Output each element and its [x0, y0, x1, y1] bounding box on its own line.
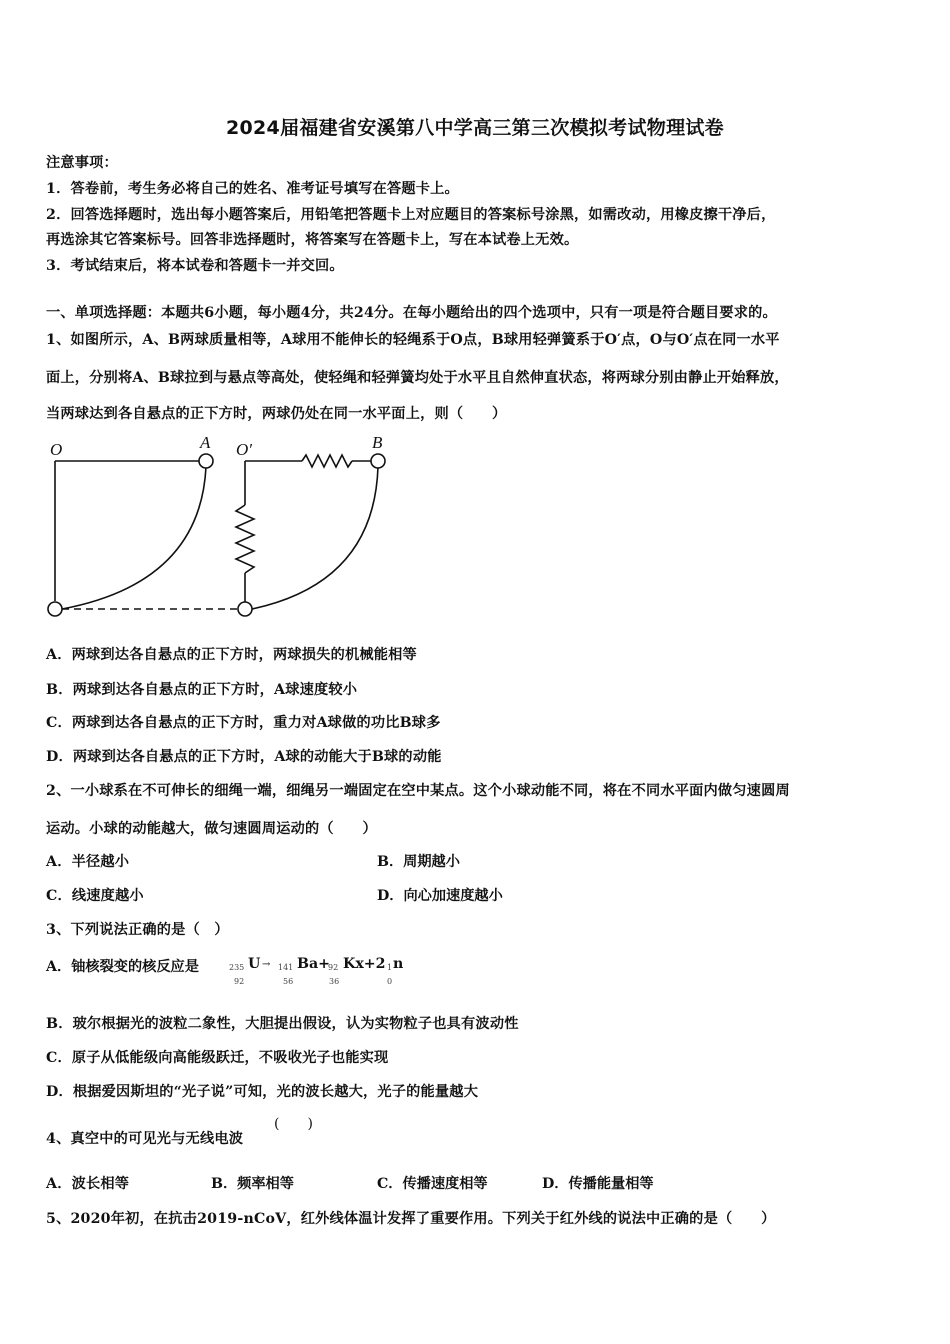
q4-answer-paren: ( ): [274, 1116, 313, 1132]
q3-option-a[interactable]: [46, 956, 404, 986]
q1-option-c[interactable]: C．两球到达各自悬点的正下方时，重力对A球做的功比B球多: [46, 715, 441, 731]
q2-option-b[interactable]: B．周期越小: [377, 854, 460, 870]
ba-mass-number: 141: [278, 963, 294, 972]
q2-option-c[interactable]: C．线速度越小: [46, 888, 144, 904]
u-atomic-number: 92: [234, 977, 245, 986]
notice-item: 1．答卷前，考生务必将自己的姓名、准考证号填写在答题卡上。: [46, 181, 459, 197]
q1-stem-line: 1、如图所示，A、B两球质量相等，A球用不能伸长的轻绳系于O点，B球用轻弹簧系于O′点，O与O′点在同一水平: [46, 332, 780, 348]
ball-a-bottom: [48, 602, 62, 616]
label-o: O: [50, 440, 63, 459]
n-atomic-number: 0: [387, 977, 393, 986]
ba-atomic-number: 56: [283, 977, 294, 986]
label-b: B: [372, 433, 383, 452]
label-a: A: [200, 433, 211, 452]
ball-b: [371, 454, 385, 468]
q2-option-a[interactable]: A．半径越小: [46, 854, 130, 870]
vertical-spring: [236, 505, 254, 573]
notice-heading: 注意事项：: [46, 155, 118, 171]
ball-a-path: [62, 467, 206, 609]
q3-option-b[interactable]: B．玻尔根据光的波粒二象性，大胆提出假设，认为实物粒子也具有波动性: [46, 1016, 519, 1032]
kx-atomic-number: 36: [329, 977, 340, 986]
q2-stem-line: 运动。小球的动能越大，做匀速圆周运动的（ ）: [46, 821, 377, 837]
kx-mass-number: 92: [328, 963, 339, 972]
n-mass-number: 1: [387, 963, 393, 972]
q5-stem: 5、2020年初，在抗击2019-nCoV，红外线体温计发挥了重要作用。下列关于红外线的说法中正确的是（ ）: [46, 1211, 776, 1227]
ball-b-path: [252, 467, 378, 609]
page-title: 2024届福建省安溪第八中学高三第三次模拟考试物理试卷: [226, 117, 724, 139]
q2-option-d[interactable]: D．向心加速度越小: [377, 888, 503, 904]
notice-item: 3．考试结束后，将本试卷和答题卡一并交回。: [46, 258, 344, 274]
q1-stem-line: 面上，分别将A、B球拉到与悬点等高处，使轻绳和轻弹簧均处于水平且自然伸直状态，将两球分别由静止开始释放，: [46, 370, 789, 386]
horizontal-spring: [302, 455, 352, 467]
ball-a: [199, 454, 213, 468]
q4-option-d[interactable]: D．传播能量相等: [542, 1176, 654, 1192]
n-symbol: n: [393, 956, 404, 972]
u-mass-number: 235: [229, 963, 245, 972]
q3-option-c[interactable]: C．原子从低能级向高能级跃迁，不吸收光子也能实现: [46, 1050, 389, 1066]
q1-option-b[interactable]: B．两球到达各自悬点的正下方时，A球速度较小: [46, 682, 358, 698]
q3-option-a-prefix: A．铀核裂变的核反应是: [46, 959, 199, 975]
q4-option-c[interactable]: C．传播速度相等: [377, 1176, 488, 1192]
q1-option-a[interactable]: A．两球到达各自悬点的正下方时，两球损失的机械能相等: [46, 647, 417, 663]
q1-option-d[interactable]: D．两球到达各自悬点的正下方时，A球的动能大于B球的动能: [46, 749, 442, 765]
q4-option-a[interactable]: A．波长相等: [46, 1176, 130, 1192]
q3-stem: 3、下列说法正确的是（ ）: [46, 922, 229, 938]
ba-symbol: Ba+: [297, 956, 331, 972]
section-heading: 一、单项选择题：本题共6小题，每小题4分，共24分。在每小题给出的四个选项中，只有一项是符合题目要求的。: [46, 305, 777, 321]
u-symbol: U: [248, 956, 261, 972]
kx-symbol: Kx+2: [343, 956, 386, 972]
notice-item: 再选涂其它答案标号。回答非选择题时，将答案写在答题卡上，写在本试卷上无效。: [46, 232, 579, 248]
label-o-prime: O′: [236, 440, 252, 459]
q4-option-b[interactable]: B．频率相等: [211, 1176, 294, 1192]
q1-figure: [40, 433, 400, 623]
arrow-icon: →: [262, 959, 271, 970]
q2-stem-line: 2、一小球系在不可伸长的细绳一端，细绳另一端固定在空中某点。这个小球动能不同，将在不同水平面内做匀速圆周: [46, 783, 790, 799]
q3-option-d[interactable]: D．根据爱因斯坦的“光子说”可知，光的波长越大，光子的能量越大: [46, 1084, 479, 1100]
q1-stem-line: 当两球达到各自悬点的正下方时，两球仍处在同一水平面上，则（ ）: [46, 406, 507, 422]
ball-b-bottom: [238, 602, 252, 616]
q4-stem: 4、真空中的可见光与无线电波: [46, 1131, 244, 1147]
notice-item: 2．回答选择题时，选出每小题答案后，用铅笔把答题卡上对应题目的答案标号涂黑，如需改动，用橡皮擦干净后，: [46, 207, 776, 223]
